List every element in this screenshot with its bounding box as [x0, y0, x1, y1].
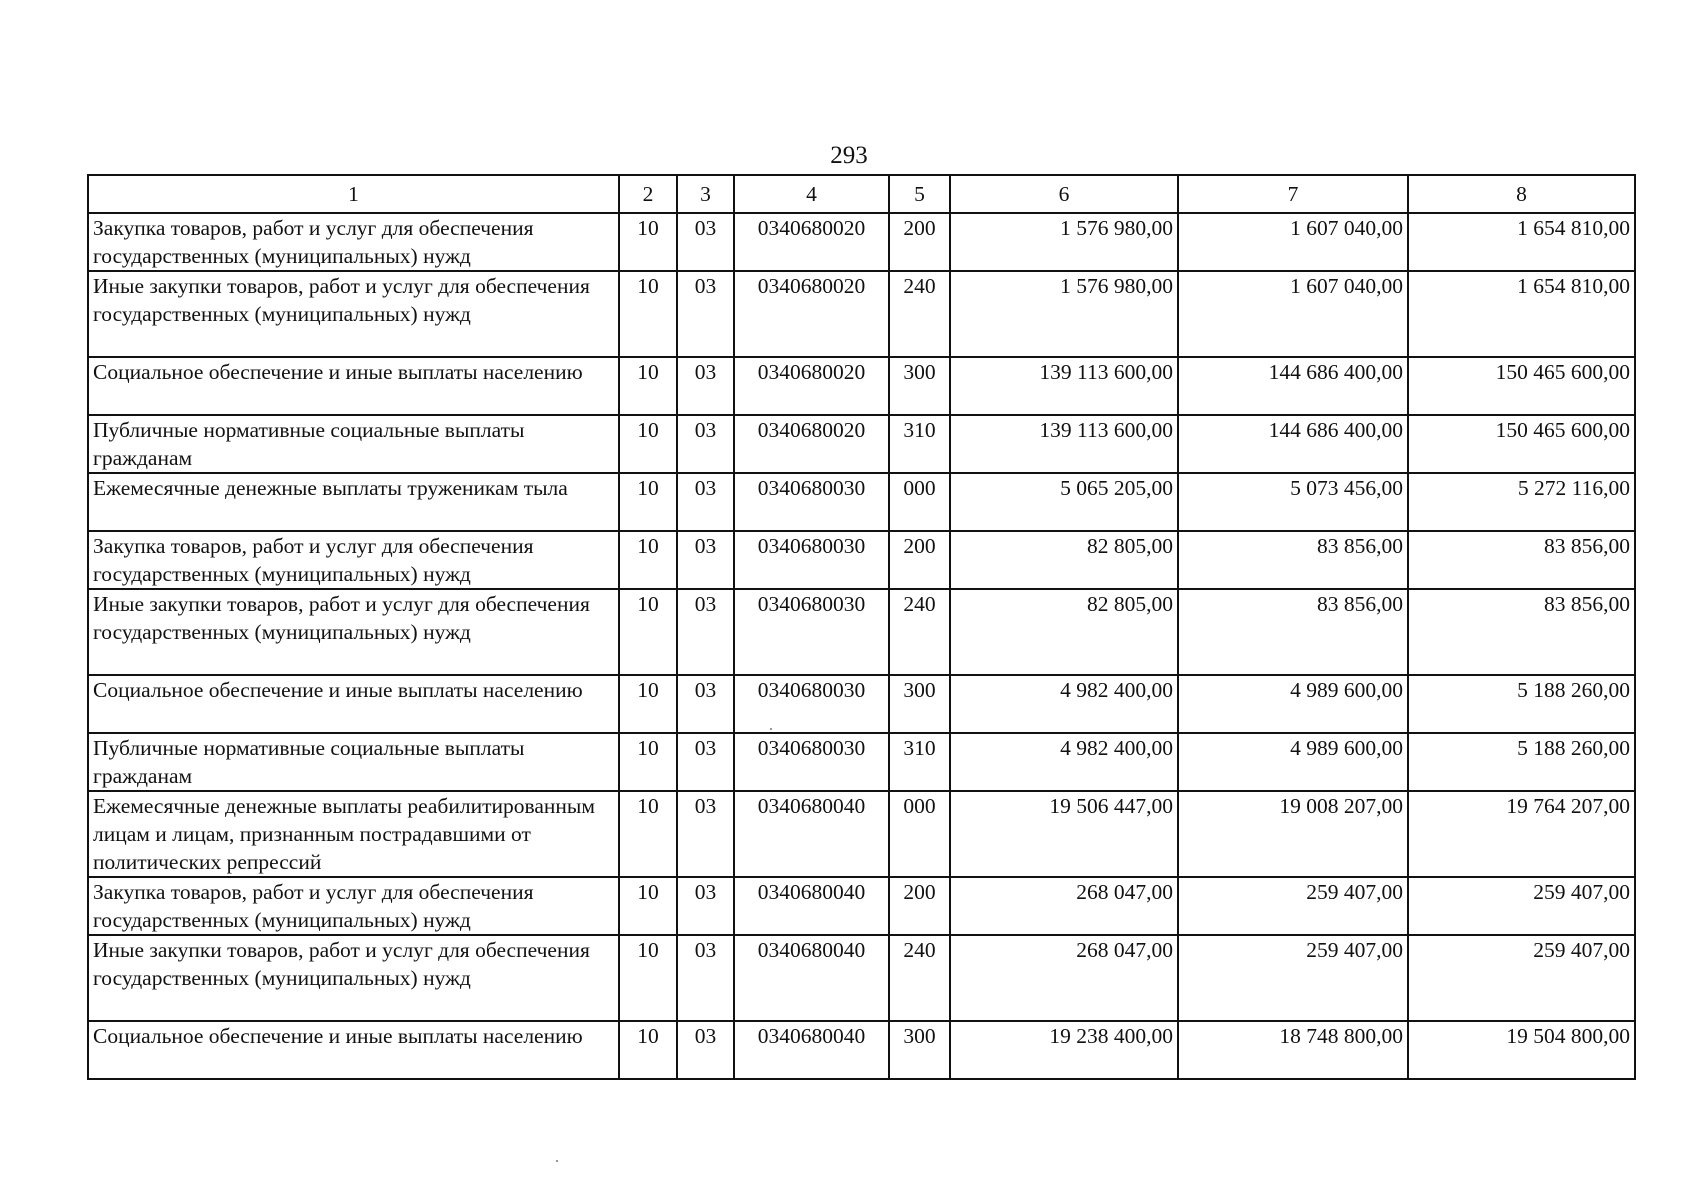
expense-type-code: 300 [889, 675, 950, 733]
expense-name: Публичные нормативные социальные выплаты гражданам [88, 733, 619, 791]
section-code: 10 [619, 733, 677, 791]
target-article-code: 0340680020 [734, 213, 889, 271]
target-article-code: 0340680020 [734, 415, 889, 473]
section-code: 10 [619, 791, 677, 877]
expense-name: Ежемесячные денежные выплаты реабилитированным лицам и лицам, признанным пострадавшими от политических репрессий [88, 791, 619, 877]
subsection-code: 03 [677, 357, 734, 415]
expense-name: Социальное обеспечение и иные выплаты населению [88, 357, 619, 415]
amount-col8: 259 407,00 [1408, 877, 1635, 935]
section-code: 10 [619, 935, 677, 1021]
table-row [88, 213, 1635, 271]
column-header: 1 [88, 175, 619, 213]
amount-col6: 268 047,00 [950, 877, 1178, 935]
subsection-code: 03 [677, 1021, 734, 1079]
amount-col6: 4 982 400,00 [950, 733, 1178, 791]
section-code: 10 [619, 271, 677, 357]
scan-speck [556, 1160, 558, 1162]
table-row [88, 415, 1635, 473]
section-code: 10 [619, 357, 677, 415]
amount-col6: 268 047,00 [950, 935, 1178, 1021]
amount-col8: 259 407,00 [1408, 935, 1635, 1021]
table-row [88, 733, 1635, 791]
subsection-code: 03 [677, 791, 734, 877]
scan-speck [770, 728, 772, 730]
expense-name: Иные закупки товаров, работ и услуг для обеспечения государственных (муниципальных) нужд [88, 271, 619, 357]
subsection-code: 03 [677, 415, 734, 473]
expense-type-code: 310 [889, 415, 950, 473]
subsection-code: 03 [677, 473, 734, 531]
amount-col6: 82 805,00 [950, 589, 1178, 675]
target-article-code: 0340680030 [734, 589, 889, 675]
section-code: 10 [619, 877, 677, 935]
target-article-code: 0340680030 [734, 675, 889, 733]
amount-col6: 19 238 400,00 [950, 1021, 1178, 1079]
amount-col7: 144 686 400,00 [1178, 415, 1408, 473]
amount-col7: 18 748 800,00 [1178, 1021, 1408, 1079]
table-row [88, 935, 1635, 1021]
target-article-code: 0340680040 [734, 1021, 889, 1079]
budget-table [87, 174, 1636, 1080]
amount-col7: 4 989 600,00 [1178, 733, 1408, 791]
amount-col8: 5 272 116,00 [1408, 473, 1635, 531]
amount-col8: 83 856,00 [1408, 589, 1635, 675]
expense-name: Иные закупки товаров, работ и услуг для обеспечения государственных (муниципальных) нужд [88, 589, 619, 675]
amount-col7: 83 856,00 [1178, 531, 1408, 589]
section-code: 10 [619, 415, 677, 473]
table-row [88, 877, 1635, 935]
expense-name: Закупка товаров, работ и услуг для обеспечения государственных (муниципальных) нужд [88, 531, 619, 589]
amount-col8: 19 764 207,00 [1408, 791, 1635, 877]
page-number: 293 [830, 142, 868, 169]
amount-col8: 83 856,00 [1408, 531, 1635, 589]
amount-col7: 4 989 600,00 [1178, 675, 1408, 733]
table-row [88, 589, 1635, 675]
expense-name: Закупка товаров, работ и услуг для обеспечения государственных (муниципальных) нужд [88, 877, 619, 935]
amount-col6: 139 113 600,00 [950, 415, 1178, 473]
table-row [88, 791, 1635, 877]
amount-col7: 1 607 040,00 [1178, 213, 1408, 271]
expense-name: Ежемесячные денежные выплаты труженикам тыла [88, 473, 619, 531]
amount-col8: 150 465 600,00 [1408, 357, 1635, 415]
amount-col7: 5 073 456,00 [1178, 473, 1408, 531]
target-article-code: 0340680040 [734, 877, 889, 935]
amount-col7: 1 607 040,00 [1178, 271, 1408, 357]
subsection-code: 03 [677, 733, 734, 791]
subsection-code: 03 [677, 213, 734, 271]
header-row [88, 175, 1635, 213]
amount-col6: 1 576 980,00 [950, 213, 1178, 271]
table-row [88, 271, 1635, 357]
amount-col7: 259 407,00 [1178, 877, 1408, 935]
amount-col6: 82 805,00 [950, 531, 1178, 589]
expense-type-code: 200 [889, 531, 950, 589]
section-code: 10 [619, 213, 677, 271]
amount-col6: 139 113 600,00 [950, 357, 1178, 415]
target-article-code: 0340680030 [734, 473, 889, 531]
subsection-code: 03 [677, 271, 734, 357]
column-header: 3 [677, 175, 734, 213]
expense-type-code: 310 [889, 733, 950, 791]
expense-type-code: 240 [889, 589, 950, 675]
subsection-code: 03 [677, 877, 734, 935]
column-header: 8 [1408, 175, 1635, 213]
column-header: 6 [950, 175, 1178, 213]
expense-name: Социальное обеспечение и иные выплаты населению [88, 675, 619, 733]
expense-name: Социальное обеспечение и иные выплаты населению [88, 1021, 619, 1079]
amount-col7: 259 407,00 [1178, 935, 1408, 1021]
column-header: 4 [734, 175, 889, 213]
amount-col7: 83 856,00 [1178, 589, 1408, 675]
expense-type-code: 240 [889, 271, 950, 357]
expense-name: Закупка товаров, работ и услуг для обеспечения государственных (муниципальных) нужд [88, 213, 619, 271]
subsection-code: 03 [677, 589, 734, 675]
expense-type-code: 000 [889, 473, 950, 531]
target-article-code: 0340680040 [734, 935, 889, 1021]
section-code: 10 [619, 1021, 677, 1079]
section-code: 10 [619, 473, 677, 531]
column-header: 5 [889, 175, 950, 213]
subsection-code: 03 [677, 675, 734, 733]
amount-col8: 1 654 810,00 [1408, 271, 1635, 357]
column-header: 2 [619, 175, 677, 213]
expense-name: Иные закупки товаров, работ и услуг для обеспечения государственных (муниципальных) нужд [88, 935, 619, 1021]
expense-type-code: 000 [889, 791, 950, 877]
table-row [88, 675, 1635, 733]
amount-col8: 5 188 260,00 [1408, 733, 1635, 791]
subsection-code: 03 [677, 531, 734, 589]
amount-col8: 5 188 260,00 [1408, 675, 1635, 733]
target-article-code: 0340680020 [734, 271, 889, 357]
amount-col6: 1 576 980,00 [950, 271, 1178, 357]
column-header: 7 [1178, 175, 1408, 213]
table-row [88, 1021, 1635, 1079]
amount-col7: 144 686 400,00 [1178, 357, 1408, 415]
target-article-code: 0340680040 [734, 791, 889, 877]
table-row [88, 357, 1635, 415]
expense-type-code: 300 [889, 357, 950, 415]
amount-col6: 5 065 205,00 [950, 473, 1178, 531]
section-code: 10 [619, 531, 677, 589]
amount-col7: 19 008 207,00 [1178, 791, 1408, 877]
expense-type-code: 240 [889, 935, 950, 1021]
amount-col6: 4 982 400,00 [950, 675, 1178, 733]
expense-type-code: 200 [889, 213, 950, 271]
expense-type-code: 300 [889, 1021, 950, 1079]
expense-name: Публичные нормативные социальные выплаты гражданам [88, 415, 619, 473]
amount-col8: 150 465 600,00 [1408, 415, 1635, 473]
target-article-code: 0340680030 [734, 531, 889, 589]
table-row [88, 531, 1635, 589]
table-row [88, 473, 1635, 531]
amount-col6: 19 506 447,00 [950, 791, 1178, 877]
amount-col8: 19 504 800,00 [1408, 1021, 1635, 1079]
target-article-code: 0340680030 [734, 733, 889, 791]
subsection-code: 03 [677, 935, 734, 1021]
section-code: 10 [619, 675, 677, 733]
target-article-code: 0340680020 [734, 357, 889, 415]
section-code: 10 [619, 589, 677, 675]
expense-type-code: 200 [889, 877, 950, 935]
amount-col8: 1 654 810,00 [1408, 213, 1635, 271]
